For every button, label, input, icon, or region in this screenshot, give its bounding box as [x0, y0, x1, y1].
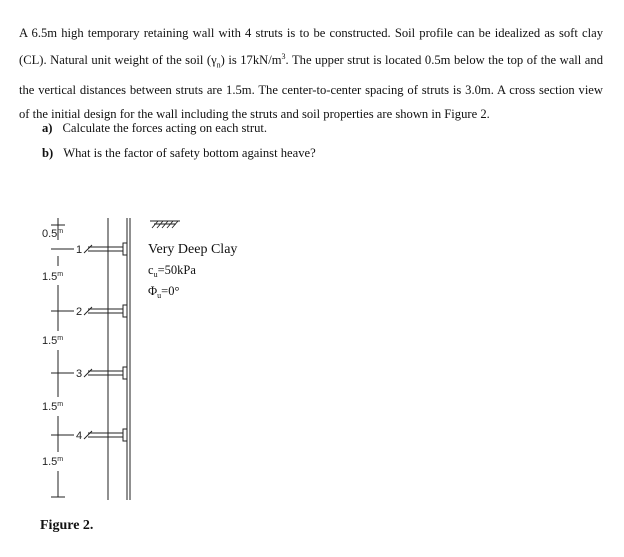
strut-number-1: 1 [76, 244, 83, 256]
soil-properties [148, 242, 237, 300]
question-a-text: Calculate the forces acting on each strut. [62, 121, 268, 135]
ground-surface-hatch [150, 221, 180, 228]
retaining-wall [108, 218, 130, 500]
dimension-label-2: 1.5$^m$ [42, 271, 64, 283]
soil-cu: $c_u=50kPa$ [148, 263, 196, 279]
dimension-label-5: 1.5$^m$ [42, 456, 64, 468]
figure-caption: Figure 2. [40, 518, 94, 533]
question-b-text: What is the factor of safety bottom against heave? [63, 146, 316, 160]
soil-phi: $\Phi_u=0^\circ$ [148, 284, 180, 300]
question-a-label: a) [42, 121, 53, 135]
strut-number-3: 3 [76, 368, 83, 380]
statement-part-1: A 6.5m high temporary retaining wall with 4 struts is to be constructed. Soil profile can be idealized as soft clay (CL). Natural unit weight of the soil ( [19, 26, 603, 68]
gamma-subscript: n [216, 60, 221, 70]
gamma-symbol: γ [211, 53, 217, 68]
statement-part-3: . The upper strut is located 0.5m below the top of the wall and the vertical distances between struts are 1.5m. The center-to-center spacing of struts is 3.0m. A cross section view of the initial design for the wall including the struts and soil properties are shown in Figure 2. [19, 53, 603, 121]
strut-4 [84, 429, 127, 441]
cubed-superscript: 3 [281, 52, 286, 61]
strut-1 [84, 243, 127, 255]
soil-name: Very Deep Clay [148, 242, 238, 257]
strut-number-4: 4 [76, 430, 83, 442]
strut-number-2: 2 [76, 306, 83, 318]
dimension-label-1: 0.5$^m$ [42, 228, 64, 240]
dimension-label-3: 1.5$^m$ [42, 335, 64, 347]
question-b-label: b) [42, 146, 54, 160]
statement-part-2: ) is 17kN/m [220, 53, 282, 68]
dimension-label-4: 1.5$^m$ [42, 401, 64, 413]
strut-2 [84, 305, 127, 317]
strut-3 [84, 367, 127, 379]
